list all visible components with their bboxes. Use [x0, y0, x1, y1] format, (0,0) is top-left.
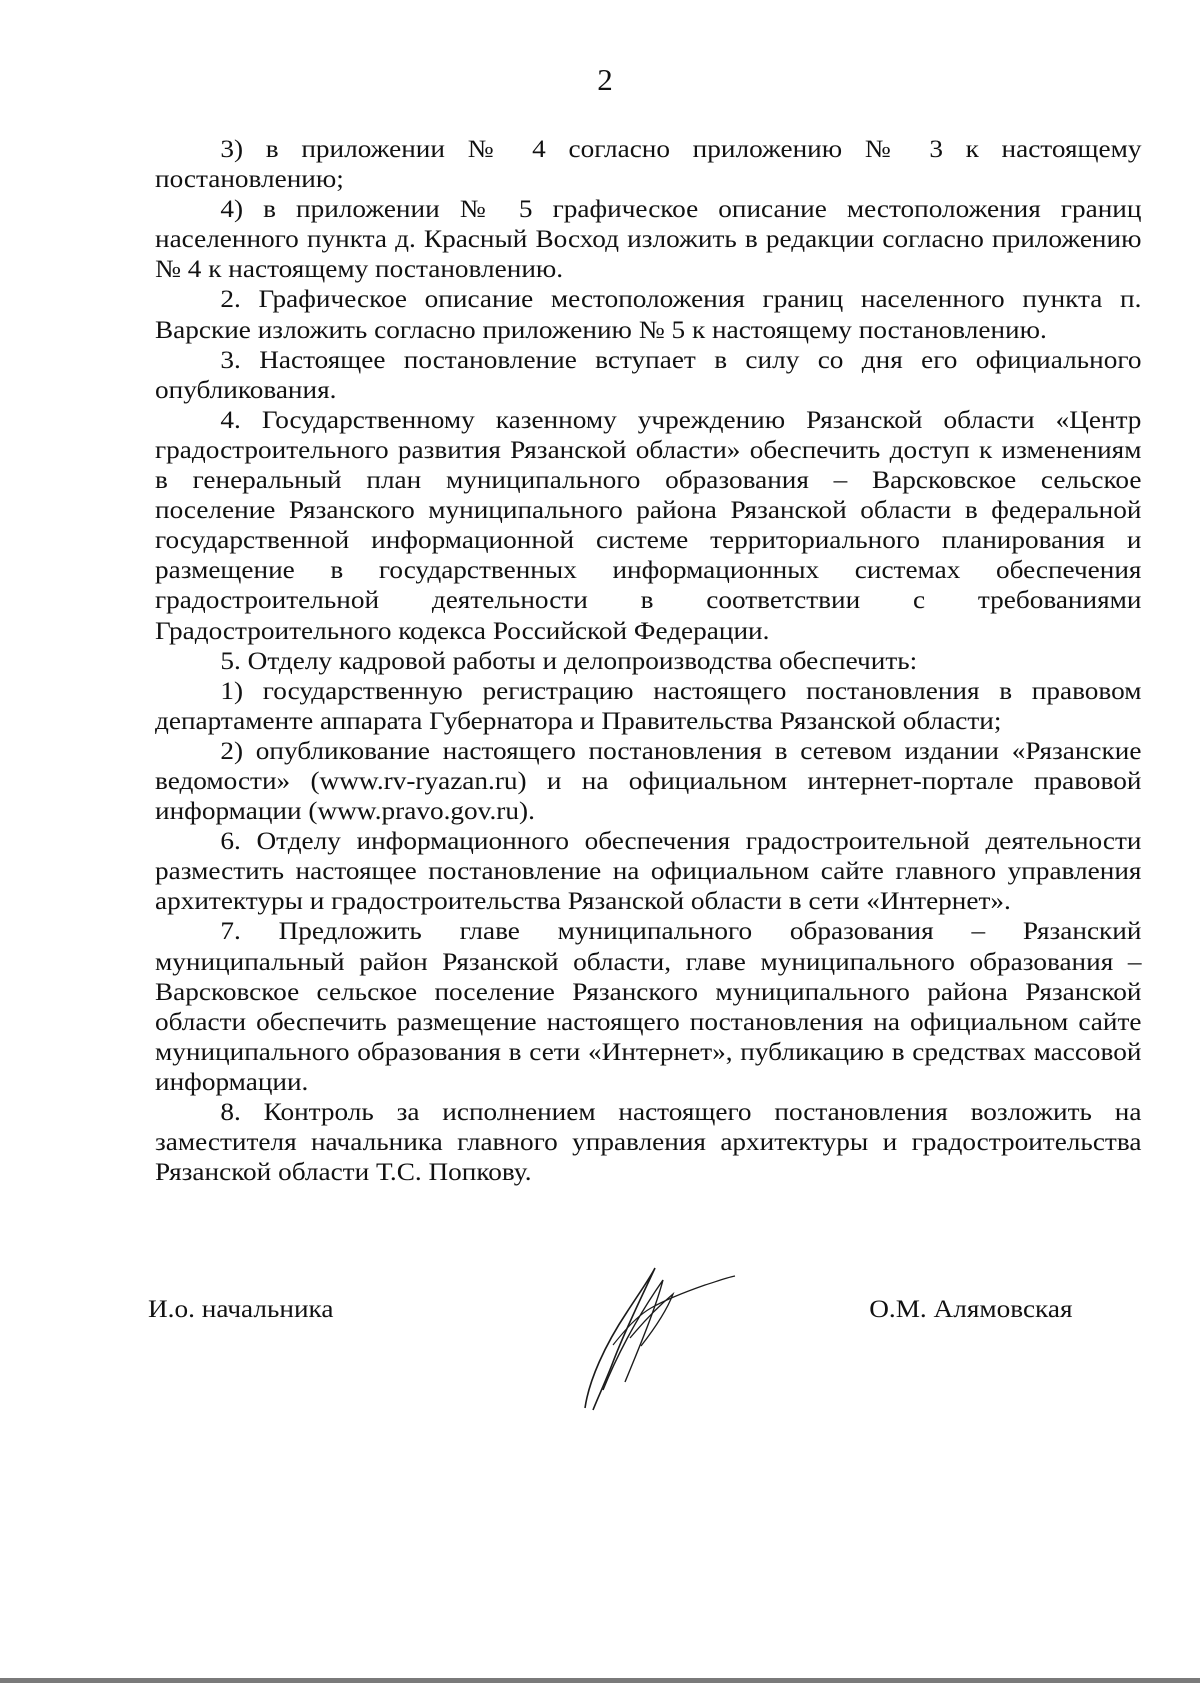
scan-bottom-edge: [0, 1678, 1200, 1683]
paragraph-point-7: 7. Предложить главе муниципального образования – Рязанский муниципальный район Рязанской области, главе муниципального образования – Варсковское сельское поселение Рязанского муниципального района Рязанской области обеспечить размещение настоящего постановления на официальном сайте муниципального образования в сети «Интернет», публикацию в средствах массовой информации.: [155, 918, 1142, 1096]
paragraph-point-2: 2. Графическое описание местоположения границ населенного пункта п. Варские изложить согласно приложению № 5 к настоящему постановлению.: [155, 286, 1142, 344]
paragraph-point-5: 5. Отделу кадровой работы и делопроизводства обеспечить:: [220, 647, 918, 675]
paragraph-item-4: 4) в приложении № 5 графическое описание местоположения границ населенного пункта д. Красный Восход изложить в редакции согласно приложению № 4 к настоящему постановлению.: [155, 196, 1142, 284]
page-number: 2: [597, 62, 613, 97]
paragraph-point-5-item-1: 1) государственную регистрацию настоящего постановления в правовом департаменте аппарата Губернатора и Правительства Рязанской области;: [155, 677, 1142, 735]
paragraph-point-4: 4. Государственному казенному учреждению Рязанской области «Центр градостроительного развития Рязанской области» обеспечить доступ к изменениям в генеральный план муниципального образования – Варсковское сельское поселение Рязанского муниципального района Рязанской области в федеральной государственной информационной системе территориального планирования и размещение в государственных информационных системах обеспечения градостроительной деятельности в соответствии с требованиями Градостроительного кодекса Российской Федерации.: [155, 406, 1142, 645]
paragraph-item-3: 3) в приложении № 4 согласно приложению № 3 к настоящему постановлению;: [155, 136, 1142, 194]
signatory-title: И.о. начальника: [148, 1296, 334, 1323]
paragraph-point-5-item-2: 2) опубликование настоящего постановления в сетевом издании «Рязанские ведомости» (www.rv-ryazan.ru) и на официальном интернет-портале правовой информации (www.pravo.gov.ru).: [155, 737, 1142, 826]
handwritten-signature: [555, 1250, 755, 1420]
paragraph-point-8: 8. Контроль за исполнением настоящего постановления возложить на заместителя начальника главного управления архитектуры и градостроительства Рязанской области Т.С. Попкову.: [155, 1099, 1142, 1187]
paragraph-point-6: 6. Отделу информационного обеспечения градостроительной деятельности разместить настоящее постановление на официальном сайте главного управления архитектуры и градостроительства Рязанской области в сети «Интернет».: [155, 828, 1142, 916]
signatory-name: О.М. Алямовская: [868, 1296, 1072, 1323]
document-body: [155, 135, 1141, 1188]
paragraph-point-3: 3. Настоящее постановление вступает в силу со дня его официального опубликования.: [155, 346, 1142, 404]
